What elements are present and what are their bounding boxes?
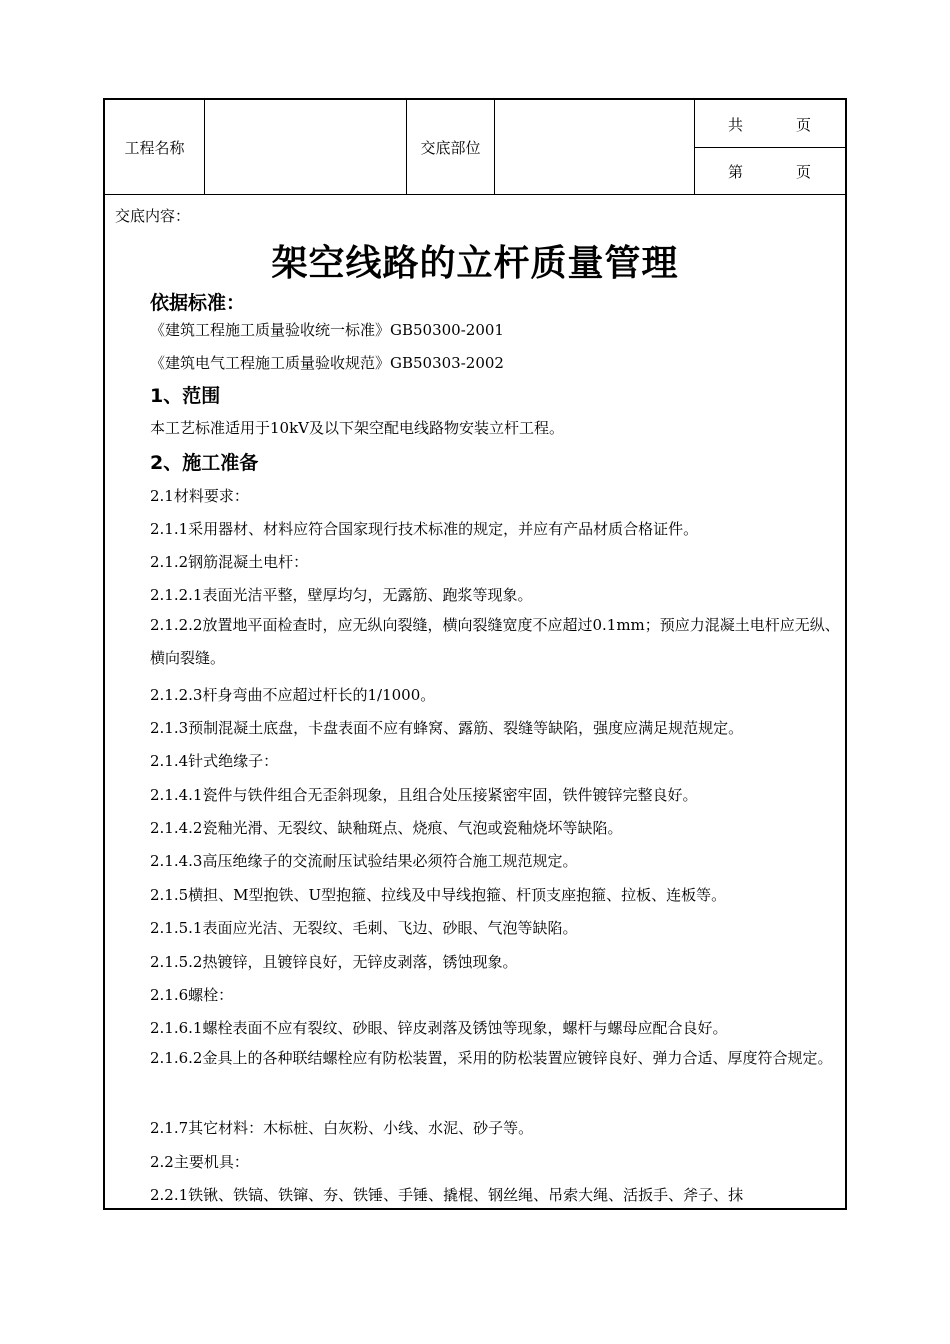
section-2-heading: 2、施工准备 xyxy=(150,452,259,474)
total-pages xyxy=(695,100,845,148)
list-item: 2.2主要机具： xyxy=(150,1153,249,1171)
section-1-text: 本工艺标准适用于10kV及以下架空配电线路物安装立杆工程。 xyxy=(150,419,565,437)
list-item: 2.1.4.3高压绝缘子的交流耐压试验结果必须符合施工规范规定。 xyxy=(150,852,578,870)
list-item: 2.1.4.2瓷釉光滑、无裂纹、缺釉斑点、烧痕、气泡或瓷釉烧坏等缺陷。 xyxy=(150,819,623,837)
content-label: 交底内容： xyxy=(115,207,191,225)
list-item: 2.1.1采用器材、材料应符合国家现行技术标准的规定，并应有产品材质合格证件。 xyxy=(150,520,699,538)
basis-heading: 依据标准： xyxy=(150,292,246,314)
standard-item: 《建筑电气工程施工质量验收规范》GB50303-2002 xyxy=(150,354,504,372)
standard-item: 《建筑工程施工质量验收统一标准》GB50300-2001 xyxy=(150,321,504,339)
list-item: 2.1.3预制混凝土底盘，卡盘表面不应有蜂窝、露筋、裂缝等缺陷，强度应满足规范规定。 xyxy=(150,719,744,737)
page-number-suffix: 页 xyxy=(796,163,812,181)
location-field[interactable] xyxy=(495,100,695,194)
location-label: 交底部位 xyxy=(407,100,495,194)
project-name-field[interactable] xyxy=(205,100,407,194)
document-title: 架空线路的立杆质量管理 xyxy=(271,243,679,284)
list-item: 2.1.5.2热镀锌，且镀锌良好，无锌皮剥落，锈蚀现象。 xyxy=(150,953,518,971)
page-number-prefix: 第 xyxy=(728,163,744,181)
project-name-label: 工程名称 xyxy=(105,100,205,194)
total-pages-suffix: 页 xyxy=(796,116,812,134)
section-1-heading: 1、范围 xyxy=(150,385,221,407)
list-item: 2.2.1铁锹、铁镐、铁镩、夯、铁锤、手锤、撬棍、钢丝绳、吊索大绳、活扳手、斧子、抹 xyxy=(150,1186,744,1204)
list-item: 2.1.6.2金具上的各种联结螺栓应有防松装置，采用的防松装置应镀锌良好、弹力合适、厚度符合规定。 xyxy=(150,1049,833,1067)
page-number xyxy=(695,147,845,194)
list-item: 2.1.4针式绝缘子： xyxy=(150,752,279,770)
list-item: 2.1.5.1表面应光洁、无裂纹、毛刺、飞边、砂眼、气泡等缺陷。 xyxy=(150,919,578,937)
list-item: 2.1.4.1瓷件与铁件组合无歪斜现象，且组合处压接紧密牢固，铁件镀锌完整良好。 xyxy=(150,786,698,804)
list-item: 2.1.6螺栓： xyxy=(150,986,234,1004)
list-item: 2.1.2钢筋混凝土电杆： xyxy=(150,553,309,571)
header-row xyxy=(105,100,845,195)
list-item: 2.1.7其它材料：木标桩、白灰粉、小线、水泥、砂子等。 xyxy=(150,1119,534,1137)
disclosure-sheet xyxy=(103,98,847,1210)
total-pages-prefix: 共 xyxy=(728,116,744,134)
list-item: 2.1材料要求： xyxy=(150,487,249,505)
list-item: 2.1.2.1表面光洁平整，壁厚均匀，无露筋、跑浆等现象。 xyxy=(150,586,533,604)
list-item: 2.1.5横担、M型抱铁、U型抱箍、拉线及中导线抱箍、杆顶支座抱箍、拉板、连板等。 xyxy=(150,886,727,904)
list-item: 2.1.2.2放置地平面检查时，应无纵向裂缝，横向裂缝宽度不应超过0.1mm；预应力混凝土电杆应无纵、横向裂缝。 xyxy=(150,616,840,667)
list-item: 2.1.2.3杆身弯曲不应超过杆长的1/1000。 xyxy=(150,686,436,704)
page-info xyxy=(695,100,845,194)
list-item: 2.1.6.1螺栓表面不应有裂纹、砂眼、锌皮剥落及锈蚀等现象，螺杆与螺母应配合良好。 xyxy=(150,1019,728,1037)
